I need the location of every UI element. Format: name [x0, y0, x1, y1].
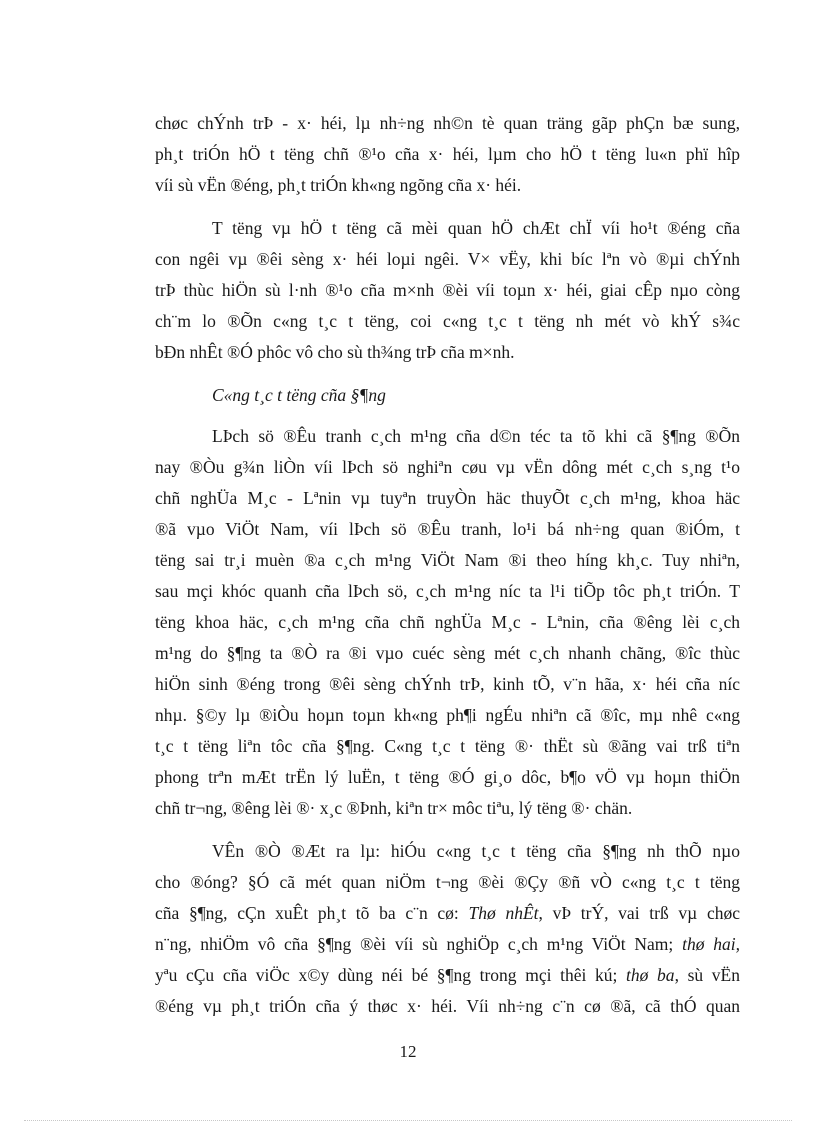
text-line — [155, 929, 740, 960]
text-line: T tëng vµ hÖ t tëng cã mèi quan hÖ chÆt chÏ víi ho¹t ®éng cña — [212, 218, 740, 238]
text-line: con ngêi vµ ®êi sèng x· héi loµi ngêi. V× vËy, khi bíc lªn vò ®µi chÝnh — [155, 249, 740, 269]
text-line: ®ã vµo ViÖt Nam, víi lÞch sö ®Êu tranh, lo¹i bá nh÷ng quan ®iÓm, t — [155, 519, 740, 539]
text-line: bÐn nhÊt ®Ó phôc vô cho sù th¾ng trÞ cña m×nh. — [155, 342, 515, 362]
paragraph-1 — [155, 108, 740, 201]
text-line — [155, 898, 740, 929]
text-line: VÊn ®Ò ®Æt ra lµ: hiÓu c«ng t¸c t tëng cña §¶ng nh thÕ nµo — [212, 841, 740, 861]
italic-run: thø ba — [626, 965, 675, 985]
text-line: cho ®óng? §Ó cã mét quan niÖm t¬ng ®èi ®Çy ®ñ vÒ c«ng t¸c t tëng — [155, 872, 740, 892]
text-run: , vÞ trÝ, vai trß vµ chøc — [538, 903, 740, 923]
text-line: t¸c t tëng liªn tôc cña §¶ng. C«ng t¸c t tëng ®· thËt sù ®ãng vai trß tiªn — [155, 736, 740, 756]
text-run: yªu cÇu cña viÖc x©y dùng néi bé §¶ng trong mçi thêi kú; — [155, 965, 627, 985]
text-line: ch¨m lo ®Õn c«ng t¸c t tëng, coi c«ng t¸c t tëng nh mét vò khÝ s¾c — [155, 311, 740, 331]
text-line: nhµ. §©y lµ ®iÒu hoµn toµn kh«ng ph¶i ngÉu nhiªn cã ®îc, mµ nhê c«ng — [155, 705, 740, 725]
text-line: m¹ng do §¶ng ta ®Ò ra ®i vµo cuéc sèng mét c¸ch nhanh chãng, ®îc thùc — [155, 643, 740, 663]
page-number: 12 — [399, 1042, 417, 1061]
page-bottom-divider — [24, 1120, 792, 1121]
paragraph-2 — [155, 213, 740, 368]
text-line — [155, 960, 740, 991]
paragraph-4 — [155, 836, 740, 1022]
text-line: chñ nghÜa M¸c - Lªnin vµ tuyªn truyÒn häc thuyÕt c¸ch m¹ng, khoa häc — [155, 488, 740, 508]
text-run: n¨ng, nhiÖm vô cña §¶ng ®èi víi sù nghiÖp c¸ch m¹ng ViÖt Nam; — [155, 934, 683, 954]
text-line: chñ tr¬ng, ®êng lèi ®· x¸c ®Þnh, kiªn tr× môc tiªu, lý tëng ®· chän. — [155, 798, 633, 818]
italic-run: thø hai, — [682, 934, 740, 954]
section-heading: C«ng t¸c t tëng cña §¶ng — [212, 385, 386, 405]
text-line: tëng sai tr¸i muèn ®a c¸ch m¹ng ViÖt Nam ®i theo híng kh¸c. Tuy nhiªn, — [155, 550, 740, 570]
text-line: nay ®Òu g¾n liÒn víi lÞch sö nghiªn cøu vµ vËn dông mét c¸ch s¸ng t¹o — [155, 457, 740, 477]
text-line: trÞ thùc hiÖn sù l·nh ®¹o cña m×nh ®èi víi toµn x· héi, giai cÊp nµo còng — [155, 280, 740, 300]
text-line: tëng khoa häc, c¸ch m¹ng cña chñ nghÜa M¸c - Lªnin, cña ®êng lèi c¸ch — [155, 612, 740, 632]
text-line: chøc chÝnh trÞ - x· héi, lµ nh÷ng nh©n tè quan träng gãp phÇn bæ sung, — [155, 113, 740, 133]
text-line: phong trªn mÆt trËn lý luËn, t tëng ®Ó gi¸o dôc, b¶o vÖ vµ hoµn thiÖn — [155, 767, 740, 787]
text-run: , sù vËn — [674, 965, 740, 985]
text-line: LÞch sö ®Êu tranh c¸ch m¹ng cña d©n téc ta tõ khi cã §¶ng ®Õn — [212, 426, 740, 446]
text-line: hiÖn sinh ®éng trong ®êi sèng chÝnh trÞ, kinh tÕ, v¨n hãa, x· héi cña níc — [155, 674, 740, 694]
italic-run: Thø nhÊt — [468, 903, 539, 923]
text-run: cña §¶ng, cÇn xuÊt ph¸t tõ ba c¨n cø: — [155, 903, 469, 923]
page-body — [155, 108, 740, 1034]
text-line: ph¸t triÓn hÖ t tëng chñ ®¹o cña x· héi, lµm cho hÖ t tëng lu«n phï hîp — [155, 144, 740, 164]
text-line: víi sù vËn ®éng, ph¸t triÓn kh«ng ngõng cña x· héi. — [155, 175, 522, 195]
text-line: sau mçi khóc quanh cña lÞch sö, c¸ch m¹ng níc ta l¹i tiÕp tôc ph¸t triÓn. T — [155, 581, 740, 601]
paragraph-3 — [155, 421, 740, 824]
text-line: ®éng vµ ph¸t triÓn cña ý thøc x· héi. Víi nh÷ng c¨n cø ®ã, cã thÓ quan — [155, 996, 740, 1016]
